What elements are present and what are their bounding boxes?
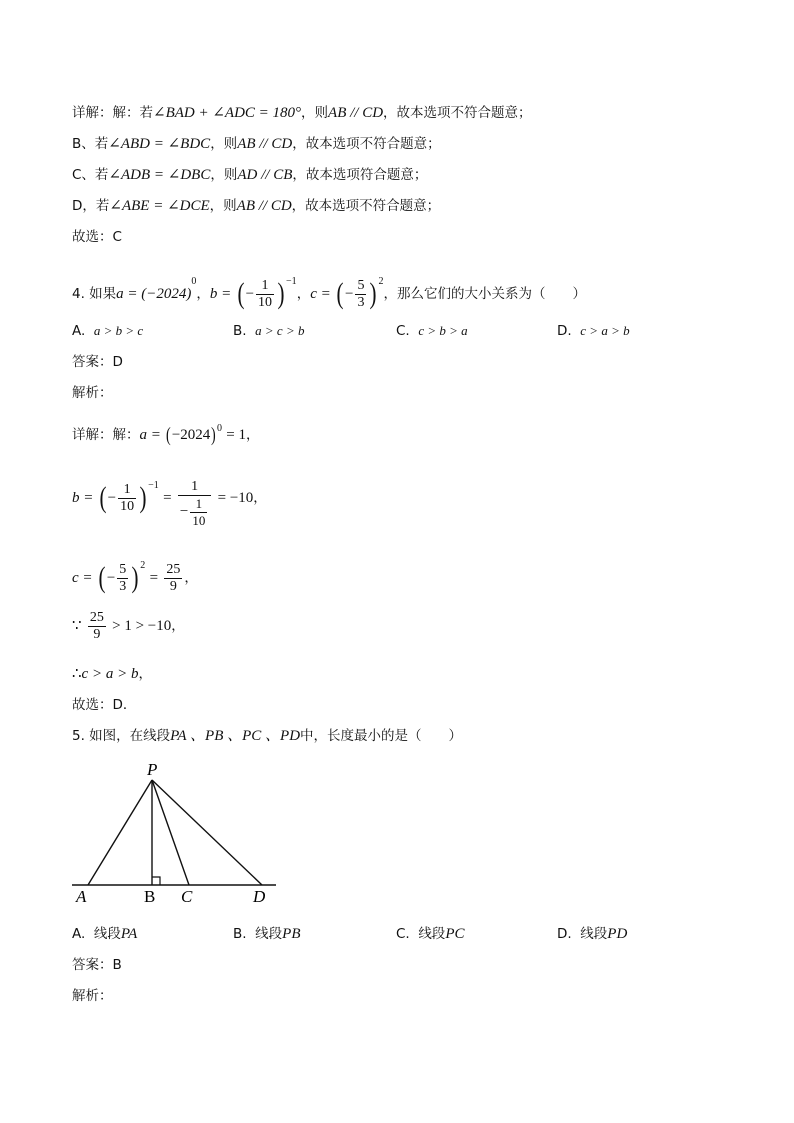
text: ，则 bbox=[210, 136, 238, 152]
math: = bbox=[163, 490, 172, 506]
label-a: A bbox=[76, 887, 87, 906]
math: = bbox=[149, 570, 159, 586]
math: c = bbox=[310, 286, 331, 302]
text: B、若 bbox=[72, 136, 109, 152]
numerator: 1 bbox=[178, 479, 211, 496]
q5-answer: 答案：B bbox=[72, 957, 122, 973]
math: AD // CB bbox=[237, 167, 293, 183]
denominator: 9 bbox=[169, 578, 177, 594]
exponent: 2 bbox=[140, 560, 146, 571]
numerator: 5 bbox=[119, 561, 127, 577]
text: ，那么它们的大小关系为（ ） bbox=[383, 286, 586, 302]
q4-option-a[interactable] bbox=[72, 321, 143, 341]
q5-option-a[interactable] bbox=[72, 924, 137, 944]
math: −2024 bbox=[171, 427, 211, 443]
q4-detail-4 bbox=[72, 606, 185, 646]
math: PA 、PB 、PC 、PD bbox=[170, 728, 301, 744]
paren-close: ) bbox=[211, 424, 216, 446]
math: − bbox=[245, 286, 255, 302]
fraction bbox=[256, 278, 274, 311]
option-label: B. bbox=[233, 323, 247, 339]
right-angle-mark bbox=[152, 877, 160, 885]
text: 详解：解：若 bbox=[72, 105, 153, 121]
paren-open: ( bbox=[99, 481, 107, 514]
math: c = bbox=[72, 570, 93, 586]
label-c: C bbox=[181, 887, 193, 906]
text: ，故本选项符合题意； bbox=[292, 167, 428, 183]
option-label: B. bbox=[233, 926, 247, 942]
option-label: A. bbox=[72, 323, 86, 339]
fraction bbox=[190, 496, 207, 529]
math: ∠BAD + ∠ADC = 180° bbox=[153, 105, 302, 121]
math: − bbox=[106, 570, 116, 586]
text: 详解：解： bbox=[72, 427, 140, 443]
solution-line-b bbox=[72, 134, 441, 154]
text: D，若 bbox=[72, 198, 110, 214]
denominator: 10 bbox=[192, 513, 206, 529]
option-text: c > b > a bbox=[418, 323, 468, 338]
option-text: a > b > c bbox=[93, 323, 144, 338]
option-text: 线段 bbox=[418, 926, 446, 942]
text: ，则 bbox=[209, 198, 237, 214]
fraction-complex bbox=[178, 479, 211, 529]
q4-detail-1 bbox=[72, 414, 260, 450]
therefore-symbol: ∴ bbox=[72, 666, 82, 682]
text: ，故本选项不符合题意； bbox=[292, 136, 441, 152]
denominator: 9 bbox=[93, 626, 101, 642]
option-var: PC bbox=[445, 926, 465, 942]
segment-pd bbox=[152, 780, 262, 885]
q4-detail-5 bbox=[72, 664, 152, 684]
paren-open: ( bbox=[166, 424, 171, 446]
text: 4. 如果 bbox=[72, 286, 117, 302]
option-text: c > a > b bbox=[580, 323, 630, 338]
text: ， bbox=[246, 427, 260, 443]
solution-line-a bbox=[72, 103, 532, 123]
math: = −10 bbox=[217, 490, 254, 506]
geometry-figure bbox=[68, 760, 280, 910]
option-label: C. bbox=[396, 926, 410, 942]
q4-option-b[interactable] bbox=[233, 321, 304, 341]
paren-close: ) bbox=[277, 277, 285, 310]
denominator: 10 bbox=[258, 294, 273, 310]
numerator: 1 bbox=[190, 496, 207, 513]
text: ，则 bbox=[210, 167, 238, 183]
math: AB // CD bbox=[236, 198, 292, 214]
q5-analysis-label: 解析： bbox=[72, 988, 113, 1004]
exponent: −1 bbox=[148, 480, 159, 491]
math: ∠ABE = ∠DCE bbox=[109, 198, 210, 214]
exponent: −1 bbox=[286, 276, 297, 287]
option-var: PA bbox=[120, 926, 138, 942]
paren-close: ) bbox=[131, 561, 139, 594]
text: ， bbox=[196, 286, 210, 302]
label-b: B bbox=[144, 887, 156, 906]
text: ， bbox=[138, 666, 152, 682]
numerator: 25 bbox=[89, 609, 104, 625]
denominator: 10 bbox=[120, 498, 135, 514]
text: ， bbox=[171, 618, 185, 634]
math: a = bbox=[139, 427, 161, 443]
fraction bbox=[118, 482, 136, 515]
q5-option-c[interactable] bbox=[396, 924, 464, 944]
math: = 1 bbox=[226, 427, 246, 443]
option-text: 线段 bbox=[93, 926, 121, 942]
q5-option-d[interactable] bbox=[557, 924, 627, 944]
question-4 bbox=[72, 262, 586, 314]
text: ，故本选项不符合题意； bbox=[383, 105, 532, 121]
option-var: PB bbox=[282, 926, 301, 942]
exponent: 0 bbox=[191, 276, 197, 287]
q4-final: 故选：D． bbox=[72, 697, 137, 713]
q4-detail-3 bbox=[72, 544, 198, 600]
fraction bbox=[355, 278, 366, 311]
paren-open: ( bbox=[336, 277, 344, 310]
paren-close: ) bbox=[139, 481, 147, 514]
math: a = (−2024) bbox=[116, 286, 192, 302]
solution-line-c bbox=[72, 165, 427, 185]
answer-line-prev: 故选：C bbox=[72, 229, 122, 245]
segment-pa bbox=[88, 780, 152, 885]
option-var: PD bbox=[607, 926, 628, 942]
label-p: P bbox=[147, 760, 158, 779]
fraction bbox=[164, 562, 182, 595]
math: ∠ABD = ∠BDC bbox=[108, 136, 211, 152]
text: ，故本选项不符合题意； bbox=[291, 198, 441, 214]
text: ， bbox=[296, 286, 311, 302]
denominator bbox=[178, 496, 211, 529]
text: 5. 如图，在线段 bbox=[72, 728, 171, 744]
math: b = bbox=[72, 490, 94, 506]
numerator: 25 bbox=[166, 561, 181, 577]
math: − bbox=[345, 286, 354, 302]
fraction bbox=[88, 610, 106, 643]
denominator: 3 bbox=[119, 578, 127, 594]
because-symbol: ∵ bbox=[72, 618, 82, 634]
math: ∠ADB = ∠DBC bbox=[108, 167, 211, 183]
option-label: D. bbox=[557, 323, 572, 339]
math: − bbox=[107, 490, 117, 506]
paren-open: ( bbox=[237, 277, 245, 310]
q4-option-c[interactable] bbox=[396, 321, 468, 341]
question-5 bbox=[72, 726, 462, 746]
q4-detail-2 bbox=[72, 462, 267, 529]
fraction bbox=[117, 562, 128, 595]
q4-analysis-label: 解析： bbox=[72, 385, 113, 401]
exponent: 0 bbox=[216, 423, 222, 434]
paren-open: ( bbox=[98, 561, 106, 594]
option-label: A. bbox=[72, 926, 86, 942]
math: > 1 > −10 bbox=[112, 618, 172, 634]
numerator: 1 bbox=[256, 278, 274, 295]
q4-answer: 答案：D bbox=[72, 354, 123, 370]
q5-option-b[interactable] bbox=[233, 924, 300, 944]
math: c > a > b bbox=[81, 666, 139, 682]
math: AB // CD bbox=[237, 136, 293, 152]
text: 中，长度最小的是（ ） bbox=[300, 728, 463, 744]
denominator: 3 bbox=[357, 294, 365, 310]
option-label: C. bbox=[396, 323, 410, 339]
q4-option-d[interactable] bbox=[557, 321, 630, 341]
math: − bbox=[179, 504, 189, 520]
numerator: 1 bbox=[118, 482, 136, 499]
option-text: a > c > b bbox=[255, 323, 305, 338]
text: C、若 bbox=[72, 167, 109, 183]
label-d: D bbox=[253, 887, 266, 906]
text: ， bbox=[253, 490, 267, 506]
text: ， bbox=[184, 570, 198, 586]
segment-pc bbox=[152, 780, 189, 885]
option-label: D. bbox=[557, 926, 572, 942]
numerator: 5 bbox=[357, 277, 365, 293]
option-text: 线段 bbox=[580, 926, 608, 942]
paren-close: ) bbox=[369, 277, 377, 310]
exponent: 2 bbox=[378, 276, 384, 287]
math: AB // CD bbox=[328, 105, 384, 121]
solution-line-d bbox=[72, 196, 440, 216]
option-text: 线段 bbox=[255, 926, 283, 942]
text: ，则 bbox=[301, 105, 329, 121]
math: b = bbox=[209, 286, 232, 302]
